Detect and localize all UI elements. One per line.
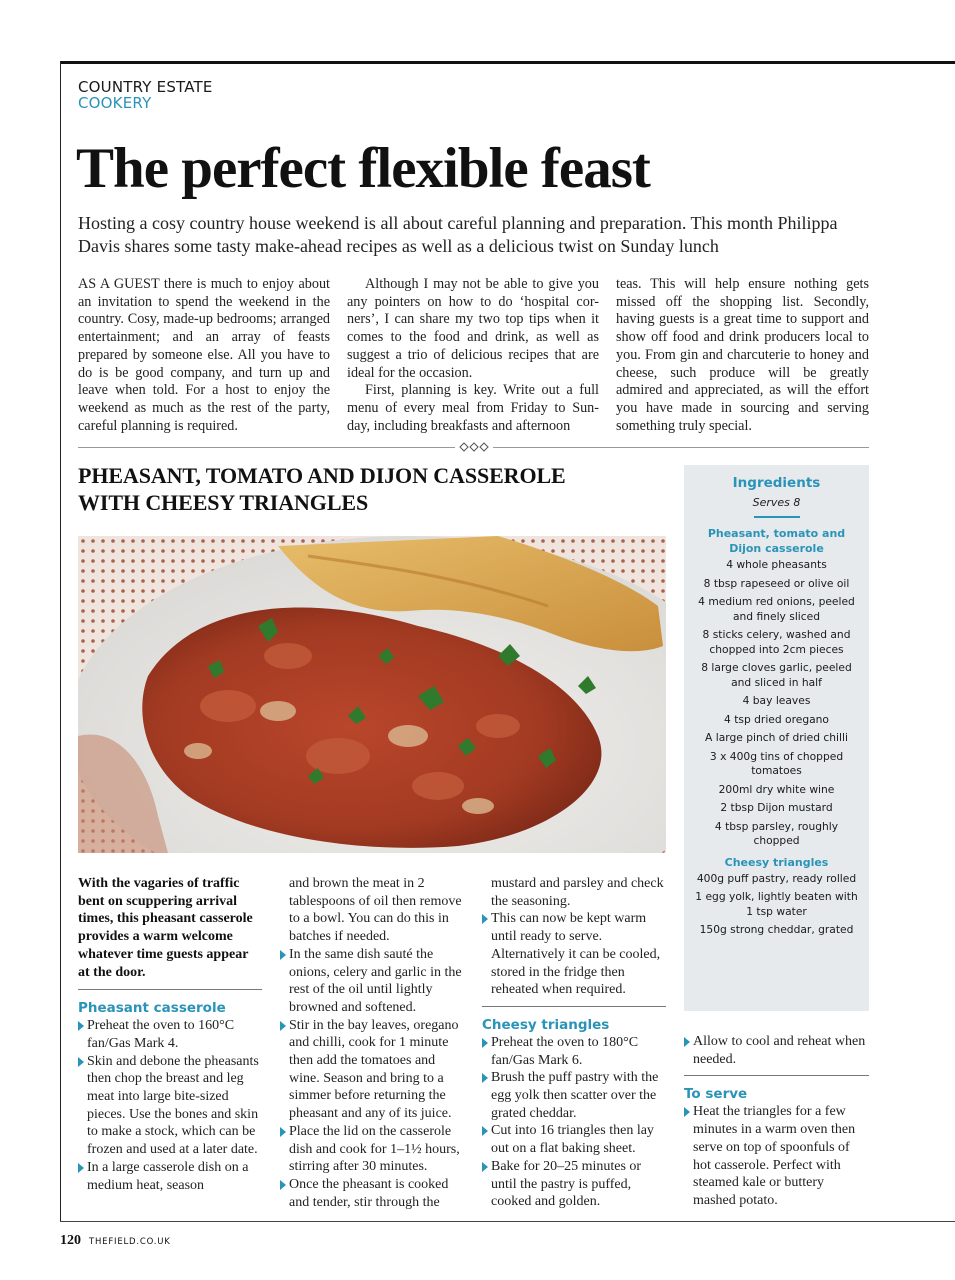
ingredient-item: 8 tbsp rapeseed or olive oil [703, 576, 850, 590]
bullet-arrow-icon [482, 914, 488, 924]
ingredient-item: 400g puff pastry, ready rolled [696, 871, 857, 885]
ingredient-group-title: Cheesy triangles [724, 855, 829, 869]
bullet-arrow-icon [78, 1057, 84, 1067]
ingredient-item: 8 large cloves garlic, peeled and sliced in half [701, 661, 852, 689]
step-text: Skin and debone the pheasants then chop the breast and leg meat into large bite-sized pieces. Use the bones and skin to make a stock, which can be frozen and used at a later date. [87, 1053, 259, 1158]
casserole-photo [78, 536, 666, 853]
standfirst: Hosting a cosy country house weekend is all about careful planning and preparation. This month Philippa Davis shares some tasty make-ahead recipes as well as a delicious twist on Sunday lunch [78, 213, 838, 256]
step-text: In a large casserole dish on a medium heat, season [87, 1159, 249, 1193]
section-divider-right [493, 447, 869, 448]
method-step [482, 1158, 666, 1211]
step-text: In the same dish sauté the onions, celery and garlic in the rest of the oil until lightly browned and softened. [289, 946, 462, 1015]
step-text: Once the pheasant is cooked and tender, stir through the [289, 1176, 449, 1210]
website-url: THEFIELD.CO.UK [89, 1237, 171, 1247]
servings: Serves 8 [752, 496, 801, 509]
method-step [78, 1017, 262, 1052]
method-step [482, 1069, 666, 1122]
bottom-rule [60, 1221, 955, 1222]
divider [684, 1075, 869, 1076]
step-text: Place the lid on the casserole dish and cook for 1–1½ hours, stirring after 30 minutes. [289, 1123, 460, 1175]
ingredient-item: 8 sticks celery, washed and chopped into 2cm pieces [702, 628, 851, 656]
intro-column-2 [347, 276, 599, 435]
bullet-arrow-icon [280, 1127, 286, 1137]
ingredient-item: 4 whole pheasants [726, 558, 827, 571]
intro-paragraph: Although I may not be able to give you any pointers on how to do ‘hospital cor-ners’, I can share my two top tips when it comes to the food and drink, as well as suggest a trio of delicious recipes that are ideal for the occasion. [347, 276, 599, 381]
page-title: The perfect flexible feast [76, 137, 650, 200]
ingredient-item: 4 tsp dried oregano [724, 712, 829, 726]
ingredient-item: 2 tbsp Dijon mustard [720, 801, 833, 814]
method-step [482, 910, 666, 999]
ingredient-item: 150g strong cheddar, grated [699, 923, 854, 936]
method-column-4 [684, 1033, 869, 1210]
bullet-arrow-icon [280, 950, 286, 960]
ingredient-item: 4 bay leaves [742, 694, 811, 707]
bullet-arrow-icon [78, 1163, 84, 1173]
bullet-arrow-icon [280, 1021, 286, 1031]
ingredient-item: 3 x 400g tins of chopped tomatoes [709, 749, 844, 777]
method-step [482, 1122, 666, 1157]
left-rule [60, 61, 61, 1221]
bullet-arrow-icon [482, 1126, 488, 1136]
section-label: COUNTRY ESTATE [78, 78, 213, 96]
step-text: Cut into 16 triangles then lay out on a flat baking sheet. [491, 1123, 654, 1157]
step-text: Bake for 20–25 minutes or until the pastry is puffed, cooked and golden. [491, 1158, 642, 1210]
step-text: Allow to cool and reheat when needed. [693, 1034, 866, 1067]
bullet-arrow-icon [684, 1107, 690, 1117]
bullet-arrow-icon [78, 1021, 84, 1031]
recipe-title-line: PHEASANT, TOMATO AND DIJON CASSEROLE [78, 463, 566, 488]
ingredient-item: 200ml dry white wine [718, 782, 835, 796]
method-step [280, 1176, 466, 1211]
recipe-title-line: WITH CHEESY TRIANGLES [78, 490, 369, 515]
section-divider-left [78, 447, 455, 448]
step-text: Preheat the oven to 180°C fan/Gas Mark 6. [491, 1034, 639, 1068]
subheading-casserole: Pheasant casserole [78, 1000, 226, 1017]
intro-column-3 [616, 276, 869, 435]
step-text: Heat the triangles for a few minutes in a warm oven then serve on top of spoonfuls of hot casserole. Perfect with steamed kale or buttery mashed potato. [693, 1104, 856, 1208]
ingredient-group-title: Pheasant, tomato and Dijon casserole [707, 527, 846, 555]
ingredient-item: 1 egg yolk, lightly beaten with 1 tsp water [695, 890, 858, 918]
page-number: 120 [60, 1233, 81, 1248]
method-step [684, 1033, 869, 1068]
method-step [684, 1103, 869, 1209]
section-sublabel: COOKERY [78, 94, 152, 112]
step-continuation: and brown the meat in 2 tablespoons of oil then remove to a bowl. You can do this in batches if needed. [289, 876, 462, 945]
method-step [280, 1123, 466, 1176]
ingredient-item: 4 tbsp parsley, roughly chopped [714, 819, 839, 847]
method-step [280, 1017, 466, 1123]
bullet-arrow-icon [684, 1037, 690, 1047]
step-text: This can now be kept warm until ready to serve. Alternatively it can be cooled, stored in the fridge then reheated when required. [491, 911, 661, 998]
divider [482, 1006, 666, 1007]
step-continuation: mustard and parsley and check the seasoning. [491, 876, 664, 909]
recipe-title [78, 462, 638, 516]
intro-paragraph: First, planning is key. Write out a full menu of every meal from Friday to Sun-day, including breakfasts and afternoon [347, 382, 599, 434]
ingredient-item: A large pinch of dried chilli [705, 731, 848, 744]
bullet-arrow-icon [482, 1162, 488, 1172]
bullet-arrow-icon [482, 1038, 488, 1048]
method-column-2 [280, 875, 466, 1211]
method-column-3 [482, 875, 666, 1211]
intro-column-1 [78, 276, 330, 435]
method-column-1 [78, 875, 262, 1194]
intro-paragraph: AS A GUEST there is much to enjoy about an invitation to spend the weekend in the country. Cosy, made-up bedrooms; arranged entertainment; and an array of feasts prepared by someone else. All you have to do is be good company, and turn up and leave when told. For a host to enjoy the weekend as much as the rest of the party, careful planning is required. [78, 276, 330, 434]
step-text: Stir in the bay leaves, oregano and chilli, cook for 1 minute then add the tomatoes and wine. Season and bring to a simmer before returning the pheasant and any of its juice. [289, 1017, 459, 1122]
ingredient-item: 4 medium red onions, peeled and finely sliced [698, 595, 855, 623]
ingredients-panel [684, 465, 869, 1011]
recipe-lead: With the vagaries of traffic bent on scuppering arrival times, this pheasant casserole provides a warm welcome whatever time guests appear at the door. [78, 876, 253, 980]
bullet-arrow-icon [482, 1073, 488, 1083]
subheading-triangles: Cheesy triangles [482, 1016, 610, 1033]
method-step [482, 1034, 666, 1069]
ingredients-title: Ingredients [732, 475, 821, 491]
diamond-ornament-icon [459, 440, 489, 454]
subheading-serve: To serve [684, 1086, 748, 1103]
method-step [78, 1159, 262, 1194]
step-text: Brush the puff pastry with the egg yolk then scatter over the grated cheddar. [491, 1070, 659, 1121]
step-text: Preheat the oven to 160°C fan/Gas Mark 4. [87, 1018, 235, 1051]
top-rule [61, 61, 955, 64]
method-step [280, 946, 466, 1017]
bullet-arrow-icon [280, 1180, 286, 1190]
intro-paragraph: teas. This will help ensure nothing gets missed off the shopping list. Secondly, having guests is a great time to support and show off food and drink producers local to you. From gin and charcuterie to honey and cheese, such produce will be greatly admired and appreciated, as will the effort you have made in sourcing and serving something truly special. [616, 276, 869, 434]
method-step [78, 1053, 262, 1159]
ingredients-divider [754, 516, 800, 518]
divider [78, 989, 262, 990]
